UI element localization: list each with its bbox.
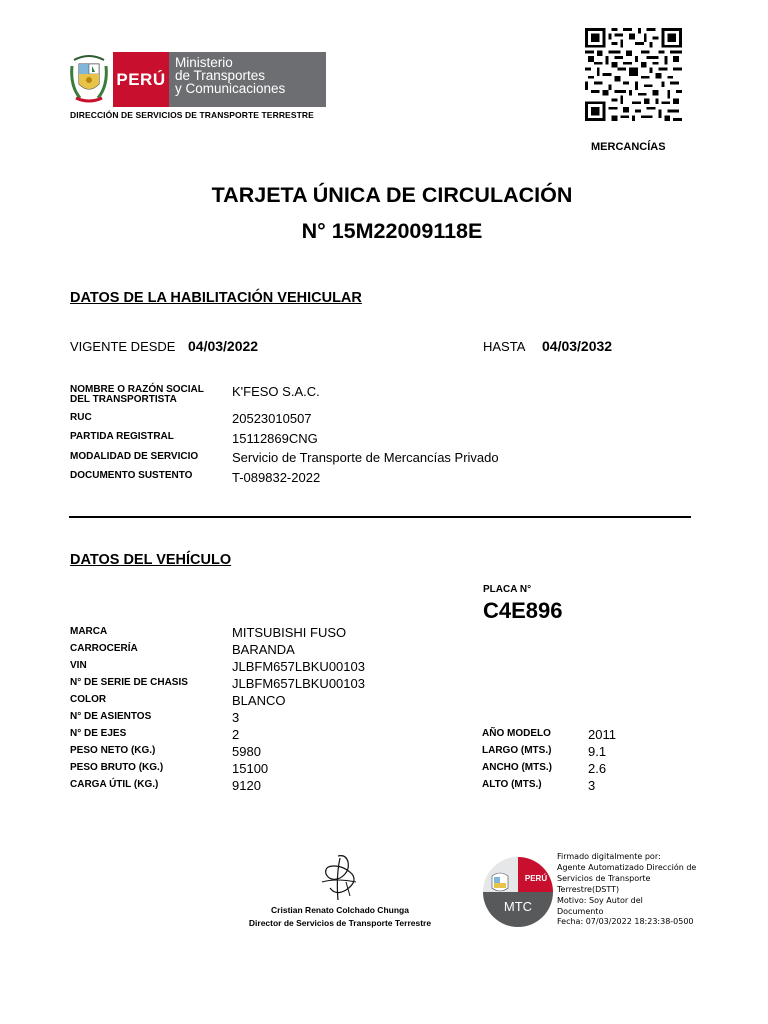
field-label-ruc: RUC — [70, 412, 92, 423]
vehicle-label-ejes: N° DE EJES — [70, 728, 127, 739]
section-title-vehiculo: DATOS DEL VEHÍCULO — [70, 552, 232, 568]
digital-signature-text — [557, 852, 707, 928]
vehicle-label-anio-modelo: AÑO MODELO — [482, 728, 551, 739]
digital-signature-line: Firmado digitalmente por: — [557, 852, 661, 861]
vehicle-label-peso-neto: PESO NETO (KG.) — [70, 745, 156, 756]
field-value-partida: 15112869CNG — [232, 431, 318, 446]
vehicle-label-serie-chasis: N° DE SERIE DE CHASIS — [70, 677, 188, 688]
placa-label: PLACA N° — [483, 584, 532, 595]
vehicle-label-largo: LARGO (MTS.) — [482, 745, 552, 756]
vehicle-value-peso-neto: 5980 — [232, 744, 261, 759]
vehicle-value-largo: 9.1 — [588, 744, 607, 759]
signer-role: Director de Servicios de Transporte Terrestre — [248, 918, 432, 928]
field-label-nombre-line2: DEL TRANSPORTISTA — [70, 394, 177, 405]
digital-signature-line: Motivo: Soy Autor del — [557, 895, 643, 905]
field-label-nombre — [70, 385, 204, 405]
ministry-line-1: Ministerio — [175, 55, 233, 70]
vehicle-label-vin: VIN — [70, 660, 87, 671]
vehicle-value-carroceria: BARANDA — [232, 642, 295, 657]
hasta-value: 04/03/2032 — [542, 338, 613, 354]
vehicle-value-asientos: 3 — [232, 710, 240, 725]
digital-signature-line: Agente Automatizado Dirección de — [557, 862, 697, 872]
mtc-logo-mtc-text: MTC — [503, 899, 533, 914]
vehicle-value-peso-bruto: 15100 — [232, 761, 269, 776]
vehicle-label-peso-bruto: PESO BRUTO (KG.) — [70, 762, 164, 773]
vehicle-label-marca: MARCA — [70, 626, 108, 637]
vehicle-label-ancho: ANCHO (MTS.) — [482, 762, 552, 773]
field-label-partida: PARTIDA REGISTRAL — [70, 431, 174, 442]
vehicle-label-carga-util: CARGA ÚTIL (KG.) — [70, 779, 159, 790]
digital-signature-line: Terrestre(DSTT) — [557, 884, 620, 894]
vehicle-label-color: COLOR — [70, 694, 107, 705]
vehicle-label-alto: ALTO (MTS.) — [482, 779, 542, 790]
mtc-logo-peru-text: PERÚ — [524, 874, 548, 883]
vehicle-value-ancho: 2.6 — [588, 761, 607, 776]
digital-signature-line: Documento — [557, 906, 604, 916]
vehicle-label-carroceria: CARROCERÍA — [70, 643, 138, 654]
vehicle-value-alto: 3 — [588, 778, 596, 793]
field-value-nombre: K'FESO S.A.C. — [232, 384, 320, 399]
field-label-modalidad: MODALIDAD DE SERVICIO — [70, 451, 199, 462]
field-value-documento: T-089832-2022 — [232, 470, 321, 485]
vehicle-value-ejes: 2 — [232, 727, 240, 742]
field-label-documento: DOCUMENTO SUSTENTO — [70, 470, 193, 481]
peru-logo: PERÚ — [113, 52, 169, 107]
directorate-title: DIRECCIÓN DE SERVICIOS DE TRANSPORTE TERRESTRE — [70, 110, 314, 120]
digital-signature-line: Servicios de Transporte — [557, 873, 651, 883]
vehicle-value-marca: MITSUBISHI FUSO — [232, 625, 347, 640]
ministry-logo — [169, 52, 326, 107]
section-divider — [69, 516, 691, 518]
ministry-line-3: y Comunicaciones — [175, 81, 286, 96]
field-value-modalidad: Servicio de Transporte de Mercancías Privado — [232, 450, 499, 465]
mtc-logo-icon — [482, 856, 554, 928]
vehicle-value-anio-modelo: 2011 — [588, 727, 616, 742]
peru-coat-of-arms-icon — [68, 52, 110, 106]
vehicle-value-serie-chasis: JLBFM657LBKU00103 — [232, 676, 365, 691]
vigente-desde-label: VIGENTE DESDE — [70, 339, 176, 354]
ministry-line-2: de Transportes — [175, 68, 266, 83]
section-title-habilitacion: DATOS DE LA HABILITACIÓN VEHICULAR — [70, 290, 362, 306]
vigente-desde-value: 04/03/2022 — [188, 338, 259, 354]
category-label: MERCANCÍAS — [591, 141, 666, 153]
digital-signature-line: Fecha: 07/03/2022 18:23:38-0500 — [557, 917, 694, 927]
vehicle-value-vin: JLBFM657LBKU00103 — [232, 659, 365, 674]
hasta-label: HASTA — [483, 339, 526, 354]
field-label-nombre-line1: NOMBRE O RAZÓN SOCIAL — [70, 384, 204, 395]
signer-name: Cristian Renato Colchado Chunga — [271, 905, 409, 915]
field-value-ruc: 20523010507 — [232, 411, 312, 426]
qr-code-icon — [585, 28, 682, 121]
vehicle-value-carga-util: 9120 — [232, 778, 261, 793]
vehicle-value-color: BLANCO — [232, 693, 286, 708]
document-title: TARJETA ÚNICA DE CIRCULACIÓN — [211, 183, 573, 207]
placa-value: C4E896 — [483, 598, 563, 623]
vehicle-label-asientos: N° DE ASIENTOS — [70, 711, 152, 722]
handwritten-signature-icon — [316, 852, 364, 904]
document-number: N° 15M22009118E — [301, 219, 483, 243]
